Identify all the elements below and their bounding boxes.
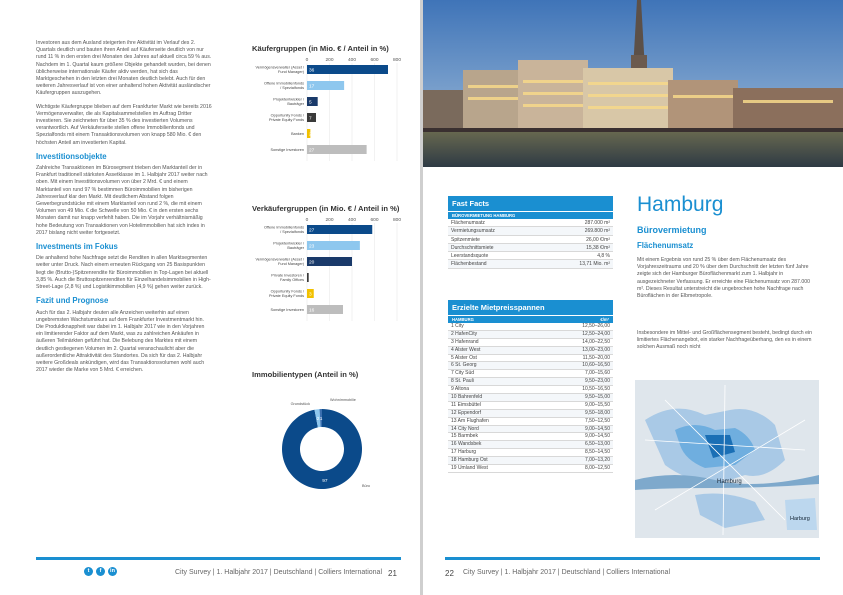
fast-facts-row <box>448 227 613 235</box>
rents-label: 16 Wandsbek <box>451 441 482 448</box>
category-label: Vermögensverwalter (Asset / Fund Manager) <box>255 257 304 266</box>
category-label: Sonstige Investoren <box>270 308 304 312</box>
rents-title: Erzielte Mietpreisspannen <box>448 300 613 315</box>
rents-value: 9,50–15,00 <box>584 394 610 401</box>
rents-row <box>448 457 613 465</box>
rents-label: 19 Umland West <box>451 465 488 472</box>
fast-facts-rows <box>448 219 613 269</box>
slice-value-label: 97 <box>322 478 328 484</box>
bar <box>307 241 360 250</box>
map-label-harburg: Harburg <box>790 516 810 522</box>
data-label: 7 <box>309 116 312 122</box>
map-label-hamburg: Hamburg <box>717 479 742 485</box>
x-tick-label: 600 <box>370 218 379 223</box>
rents-header-city: HAMBURG <box>452 317 474 322</box>
fast-facts-value: 4,8 % <box>597 253 610 260</box>
fast-facts-value: 269.800 m² <box>584 228 610 235</box>
section-heading-investments: Investments im Fokus <box>36 242 118 252</box>
fast-facts-value: 15,38 €/m² <box>586 244 610 251</box>
data-label: 3 <box>309 292 312 298</box>
rents-label: 6 St. Georg <box>451 362 477 369</box>
chart-kaeufergruppen <box>252 44 400 178</box>
data-label: 27 <box>309 148 315 154</box>
page-number: 21 <box>388 569 397 578</box>
x-tick-label: 800 <box>392 58 402 63</box>
data-label: 5 <box>309 100 312 106</box>
x-tick-label: 200 <box>325 58 334 63</box>
x-tick-label: 200 <box>325 218 334 223</box>
rents-value: 12,50–26,00 <box>582 323 610 329</box>
rents-row <box>448 433 613 441</box>
data-label: 1 <box>309 276 312 282</box>
twitter-icon[interactable]: t <box>84 567 93 576</box>
fast-facts-row <box>448 252 613 260</box>
rents-value: 6,50–13,00 <box>584 441 610 448</box>
rents-label: 9 Altona <box>451 386 470 393</box>
chart-title: Käufergruppen (in Mio. € / Anteil in %) <box>252 44 389 53</box>
bar <box>307 225 372 234</box>
chart-verkaeufergruppen <box>252 204 400 338</box>
rents-row <box>448 323 613 331</box>
fast-facts-row <box>448 260 613 268</box>
page-title: Hamburg <box>637 193 724 216</box>
rents-label: 1 City <box>451 323 464 329</box>
x-tick-label: 800 <box>392 218 402 223</box>
rents-label: 14 City Nord <box>451 425 479 432</box>
x-tick-label: 400 <box>347 218 357 223</box>
rents-label: 10 Bahrenfeld <box>451 394 483 401</box>
rents-header-unit: €/m² <box>600 317 609 322</box>
rents-value: 8,00–12,50 <box>584 465 610 472</box>
fast-facts-label: Durchschnittsmiete <box>451 244 494 251</box>
rents-row <box>448 418 613 426</box>
section-text-fazit: Auch für das 2. Halbjahr deuten alle Anzeichen weiterhin auf einen ungebremsten Wachstumskurs auf dem Frankfurter Investmentmarkt hin. Die Produktknappheit war dabei im 1. Halbjahr 2017 wie in den Vorjahren ein limitierender Faktor auf dem Markt, was zu zahlreichen Ankäufen in äußeren Teilmärkten geführt hat. Die Belebung des Marktes mit einem deutlich gestiegenen Volumen im 2. Quartal veranschaulicht aber die außerordentliche Attraktivität des Standortes. Da sich für das 2. Halbjahr weitere Großdeals ankündigen, wird das Transaktionsvolumen wohl auch 2017 wieder die Marke von 5 Mrd. € erreichen. <box>36 309 205 374</box>
footer-rule <box>36 557 401 560</box>
category-label: Opportunity Fonds / Private Equity Fonds <box>268 289 304 298</box>
chart-title: Immobilientypen (Anteil in %) <box>252 370 359 379</box>
footer-text: City Survey | 1. Halbjahr 2017 | Deutschland | Colliers International <box>175 569 383 576</box>
rents-label: 2 HafenCity <box>451 330 478 337</box>
fast-facts-value: 287.000 m² <box>584 220 610 226</box>
rents-row <box>448 339 613 347</box>
rents-label: 12 Eppendorf <box>451 409 482 416</box>
hamburg-city-photo <box>423 0 843 167</box>
rents-row <box>448 378 613 386</box>
rents-label: 8 St. Pauli <box>451 378 474 385</box>
social-links <box>84 567 117 576</box>
fast-facts-table <box>448 196 613 269</box>
category-label: Projektentwickler / Bauträger <box>273 241 304 250</box>
rents-row <box>448 362 613 370</box>
rents-label: 7 City Süd <box>451 370 475 377</box>
data-label: 20 <box>309 260 315 266</box>
section-heading-investitionsobjekte: Investitionsobjekte <box>36 151 107 161</box>
fast-facts-title: Fast Facts <box>448 196 613 211</box>
right-page <box>423 0 843 595</box>
data-label: 36 <box>309 68 315 74</box>
rents-row <box>448 410 613 418</box>
rents-value: 9,00–14,50 <box>584 425 610 432</box>
rents-header <box>448 315 613 323</box>
rents-value: 7,00–13,20 <box>584 457 610 464</box>
fast-facts-label: Spitzenmiete <box>451 236 480 243</box>
fast-facts-label: Flächenbestand <box>451 261 487 268</box>
rents-label: 18 Hamburg Ost <box>451 457 488 464</box>
category-label: Offene Immobilienfonds / Spezialfonds <box>263 81 304 90</box>
fast-facts-label: Vermietungsumsatz <box>451 228 495 235</box>
fast-facts-row <box>448 219 613 227</box>
rents-row <box>448 394 613 402</box>
category-label: Private Investoren / Family Offices <box>271 273 304 282</box>
right-paragraph-1: Mit einem Ergebnis von rund 25 % über dem Flächenumsatz des Vorjahreszeitraums und 20 % über dem Durchschnitt der letzten fünf Jahre zeigte sich der Hamburger Büroflächenmarkt zum 1. Halbjahr in ausgezeichneter Verfassung. Er erreichte eine Flächenumsatz von 287.000 m². Dieses Resultat unterstreicht die ungebrochen hohe Nachfrage nach Büroflächen in der Elbmetropole. <box>637 257 811 300</box>
fast-facts-label: Flächenumsatz <box>451 220 485 226</box>
footer-rule <box>445 557 820 560</box>
category-label: Offene Immobilienfonds / Spezialfonds <box>263 225 304 234</box>
rents-label: 17 Harburg <box>451 449 477 456</box>
fast-facts-row <box>448 244 613 252</box>
data-label: 16 <box>309 308 315 314</box>
x-tick-label: 400 <box>347 58 357 63</box>
rents-value: 10,50–16,50 <box>582 386 610 393</box>
fast-facts-value: 13,71 Mio. m² <box>579 261 610 268</box>
rents-label: 15 Barmbek <box>451 433 478 440</box>
data-label: 23 <box>309 244 315 250</box>
slice-value-label: 1 <box>319 417 323 423</box>
rents-row <box>448 355 613 363</box>
rents-value: 13,00–23,00 <box>582 346 610 353</box>
category-label: Projektentwickler / Bauträger <box>273 97 304 106</box>
intro-paragraph-2: Wichtigste Käufergruppe blieben auf dem Frankfurter Markt wie bereits 2016 Vermögensverwalter, die als Kapitalsammelstellen im Auftrag Dritter investieren. Sie zeichneten für über 35 % des investierten Volumens verantwortlich. Auf Verkäuferseite stellen offene Immobilienfonds und Spezialfonds mit einem Transaktionsvolumen von knapp 580 Mio. € den höchsten Anteil am investierten Kapital. <box>36 103 212 146</box>
rents-value: 10,60–16,50 <box>582 362 610 369</box>
rents-table <box>448 300 613 473</box>
rents-label: 3 Hafenrand <box>451 338 479 345</box>
rents-label: 13 Am Flughafen <box>451 417 489 424</box>
rents-value: 9,00–14,50 <box>584 433 610 440</box>
rents-row <box>448 331 613 339</box>
data-label: 17 <box>309 84 315 90</box>
rents-value: 9,00–15,50 <box>584 401 610 408</box>
x-tick-label: 600 <box>370 58 379 63</box>
bar <box>307 65 388 74</box>
category-label: Opportunity Fonds / Private Equity Fonds <box>268 113 304 122</box>
rents-value: 11,50–20,00 <box>582 354 610 361</box>
category-label: Sonstige Investoren <box>270 148 304 152</box>
left-page <box>0 0 420 595</box>
rents-row <box>448 426 613 434</box>
intro-paragraph-1: Investoren aus dem Ausland steigerten ihre Aktivität im Verlauf des 2. Quartals deutlich und bauten ihren Anteil auf Käuferseite deutlich von nur rund 11 % in den ersten drei Monaten des Jahres auf aktuell circa 59 % aus. Nachdem im 1. Quartal kaum größere Objekte gehandelt wurden, bei denen üblicherweise internationale Käufer aktiv werden, hat sich das Marktgeschehen in den letzten drei Monaten deutlich belebt. Auch für den weiteren Jahresverlauf ist von einer anhaltend hohen Aktivität ausländischer Käufergruppen auszugehen. <box>36 40 212 97</box>
page-number: 22 <box>445 569 454 578</box>
chart-kaeufergruppen-svg <box>252 55 412 173</box>
rents-value: 14,00–22,50 <box>582 338 610 345</box>
left-text-column <box>36 40 212 380</box>
data-label: 2 <box>309 132 312 138</box>
chart-immobilientypen <box>252 370 400 504</box>
slice-category-label: Büro <box>362 484 371 488</box>
footer-text: City Survey | 1. Halbjahr 2017 | Deutschland | Colliers International <box>463 569 671 576</box>
rents-label: 4 Alster West <box>451 346 481 353</box>
rents-row <box>448 449 613 457</box>
fast-facts-subheader: BÜROVERMIETUNG HAMBURG <box>448 211 613 219</box>
data-label: 27 <box>309 228 315 234</box>
linkedin-icon[interactable]: in <box>108 567 117 576</box>
rents-value: 8,50–14,50 <box>584 449 610 456</box>
chart-verkaeufergruppen-svg <box>252 215 412 333</box>
section-text-investments: Die anhaltend hohe Nachfrage setzt die Renditen in allen Marktsegmenten weiter unter Druck. Nach einem erneuten Rückgang von 25 Basispunkten liegt die (Brutto-)Spitzenrendite für Büroimmobilien in Top-Lagen bei aktuell 3,85 %. Auch die Bruttospitzenrenditen für Einzelhandelsimmobilien in High-Street-Lage (2,8 %) und Logistikimmobilien (4,9 %) gehen weiter zurück. <box>36 255 211 291</box>
chart-title: Verkäufergruppen (in Mio. € / Anteil in %) <box>252 204 400 213</box>
rents-label: 5 Alster Ost <box>451 354 477 361</box>
rents-row <box>448 465 613 473</box>
section-heading-flaechenumsatz: Flächenumsatz <box>637 241 694 250</box>
fast-facts-value: 26,00 €/m² <box>586 236 610 243</box>
category-label: Banken <box>291 132 304 136</box>
category-label: Vermögensverwalter (Asset / Fund Manager) <box>255 65 304 74</box>
section-text-investitionsobjekte: Zahlreiche Transaktionen im Bürosegment trieben den Marktanteil der in Frankfurt traditionell stärksten Assetklasse im 1. Halbjahr 2017 weiter nach oben. Mit einem Investitionsvolumen von über 2 Mrd. € und einem Marktanteil von rund 97 % bestimmen Büroimmobilien im bisherigen Jahresverlauf klar den Markt. Mit deutlichem Abstand folgen Gewerbegrundstücke mit einem Marktanteil von rund 2 %, die mit einem Volumen von 49 Mio. € die Schwelle von 50 Mio. € in den ersten sechs Monaten damit nur knapp verfehlt haben. Die im Vorjahr verhältnismäßig hohe Bedeutung von Transaktionen von Hotelimmobilien hat sich indes in 2017 bislang nicht weiter fortgesetzt. <box>36 165 208 236</box>
rents-label: 11 Eimsbüttel <box>451 401 481 408</box>
fast-facts-label: Leerstandsquote <box>451 253 489 260</box>
section-heading-fazit: Fazit und Prognose <box>36 296 109 306</box>
right-paragraph-2: Insbesondere im Mittel- und Großflächensegment besteht, bedingt durch ein limitiertes Flächenangebot, ein starker Nachfrageüberhang, den es in einem solchen Ausmaß noch nicht <box>637 330 813 351</box>
facebook-icon[interactable]: f <box>96 567 105 576</box>
rents-value: 12,50–24,00 <box>582 330 610 337</box>
fast-facts-row <box>448 236 613 244</box>
rents-value: 7,50–12,50 <box>584 417 610 424</box>
hamburg-district-map <box>635 380 819 538</box>
rents-row <box>448 402 613 410</box>
rents-row <box>448 386 613 394</box>
rents-value: 9,50–23,00 <box>584 378 610 385</box>
bar <box>307 145 367 154</box>
chart-immobilientypen-svg <box>252 381 400 499</box>
rents-value: 9,50–18,00 <box>584 409 610 416</box>
rents-value: 7,00–15,60 <box>584 370 610 377</box>
rents-row <box>448 370 613 378</box>
slice-value-label: 2 <box>316 417 320 423</box>
x-tick-label: 0 <box>305 218 309 223</box>
slice-category-label: Grundstück <box>290 402 310 406</box>
x-tick-label: 0 <box>305 58 309 63</box>
rents-row <box>448 441 613 449</box>
rents-rows <box>448 323 613 473</box>
rents-row <box>448 347 613 355</box>
slice-category-label: Wohnimmobilie <box>330 398 356 402</box>
page-subtitle: Bürovermietung <box>637 225 707 235</box>
